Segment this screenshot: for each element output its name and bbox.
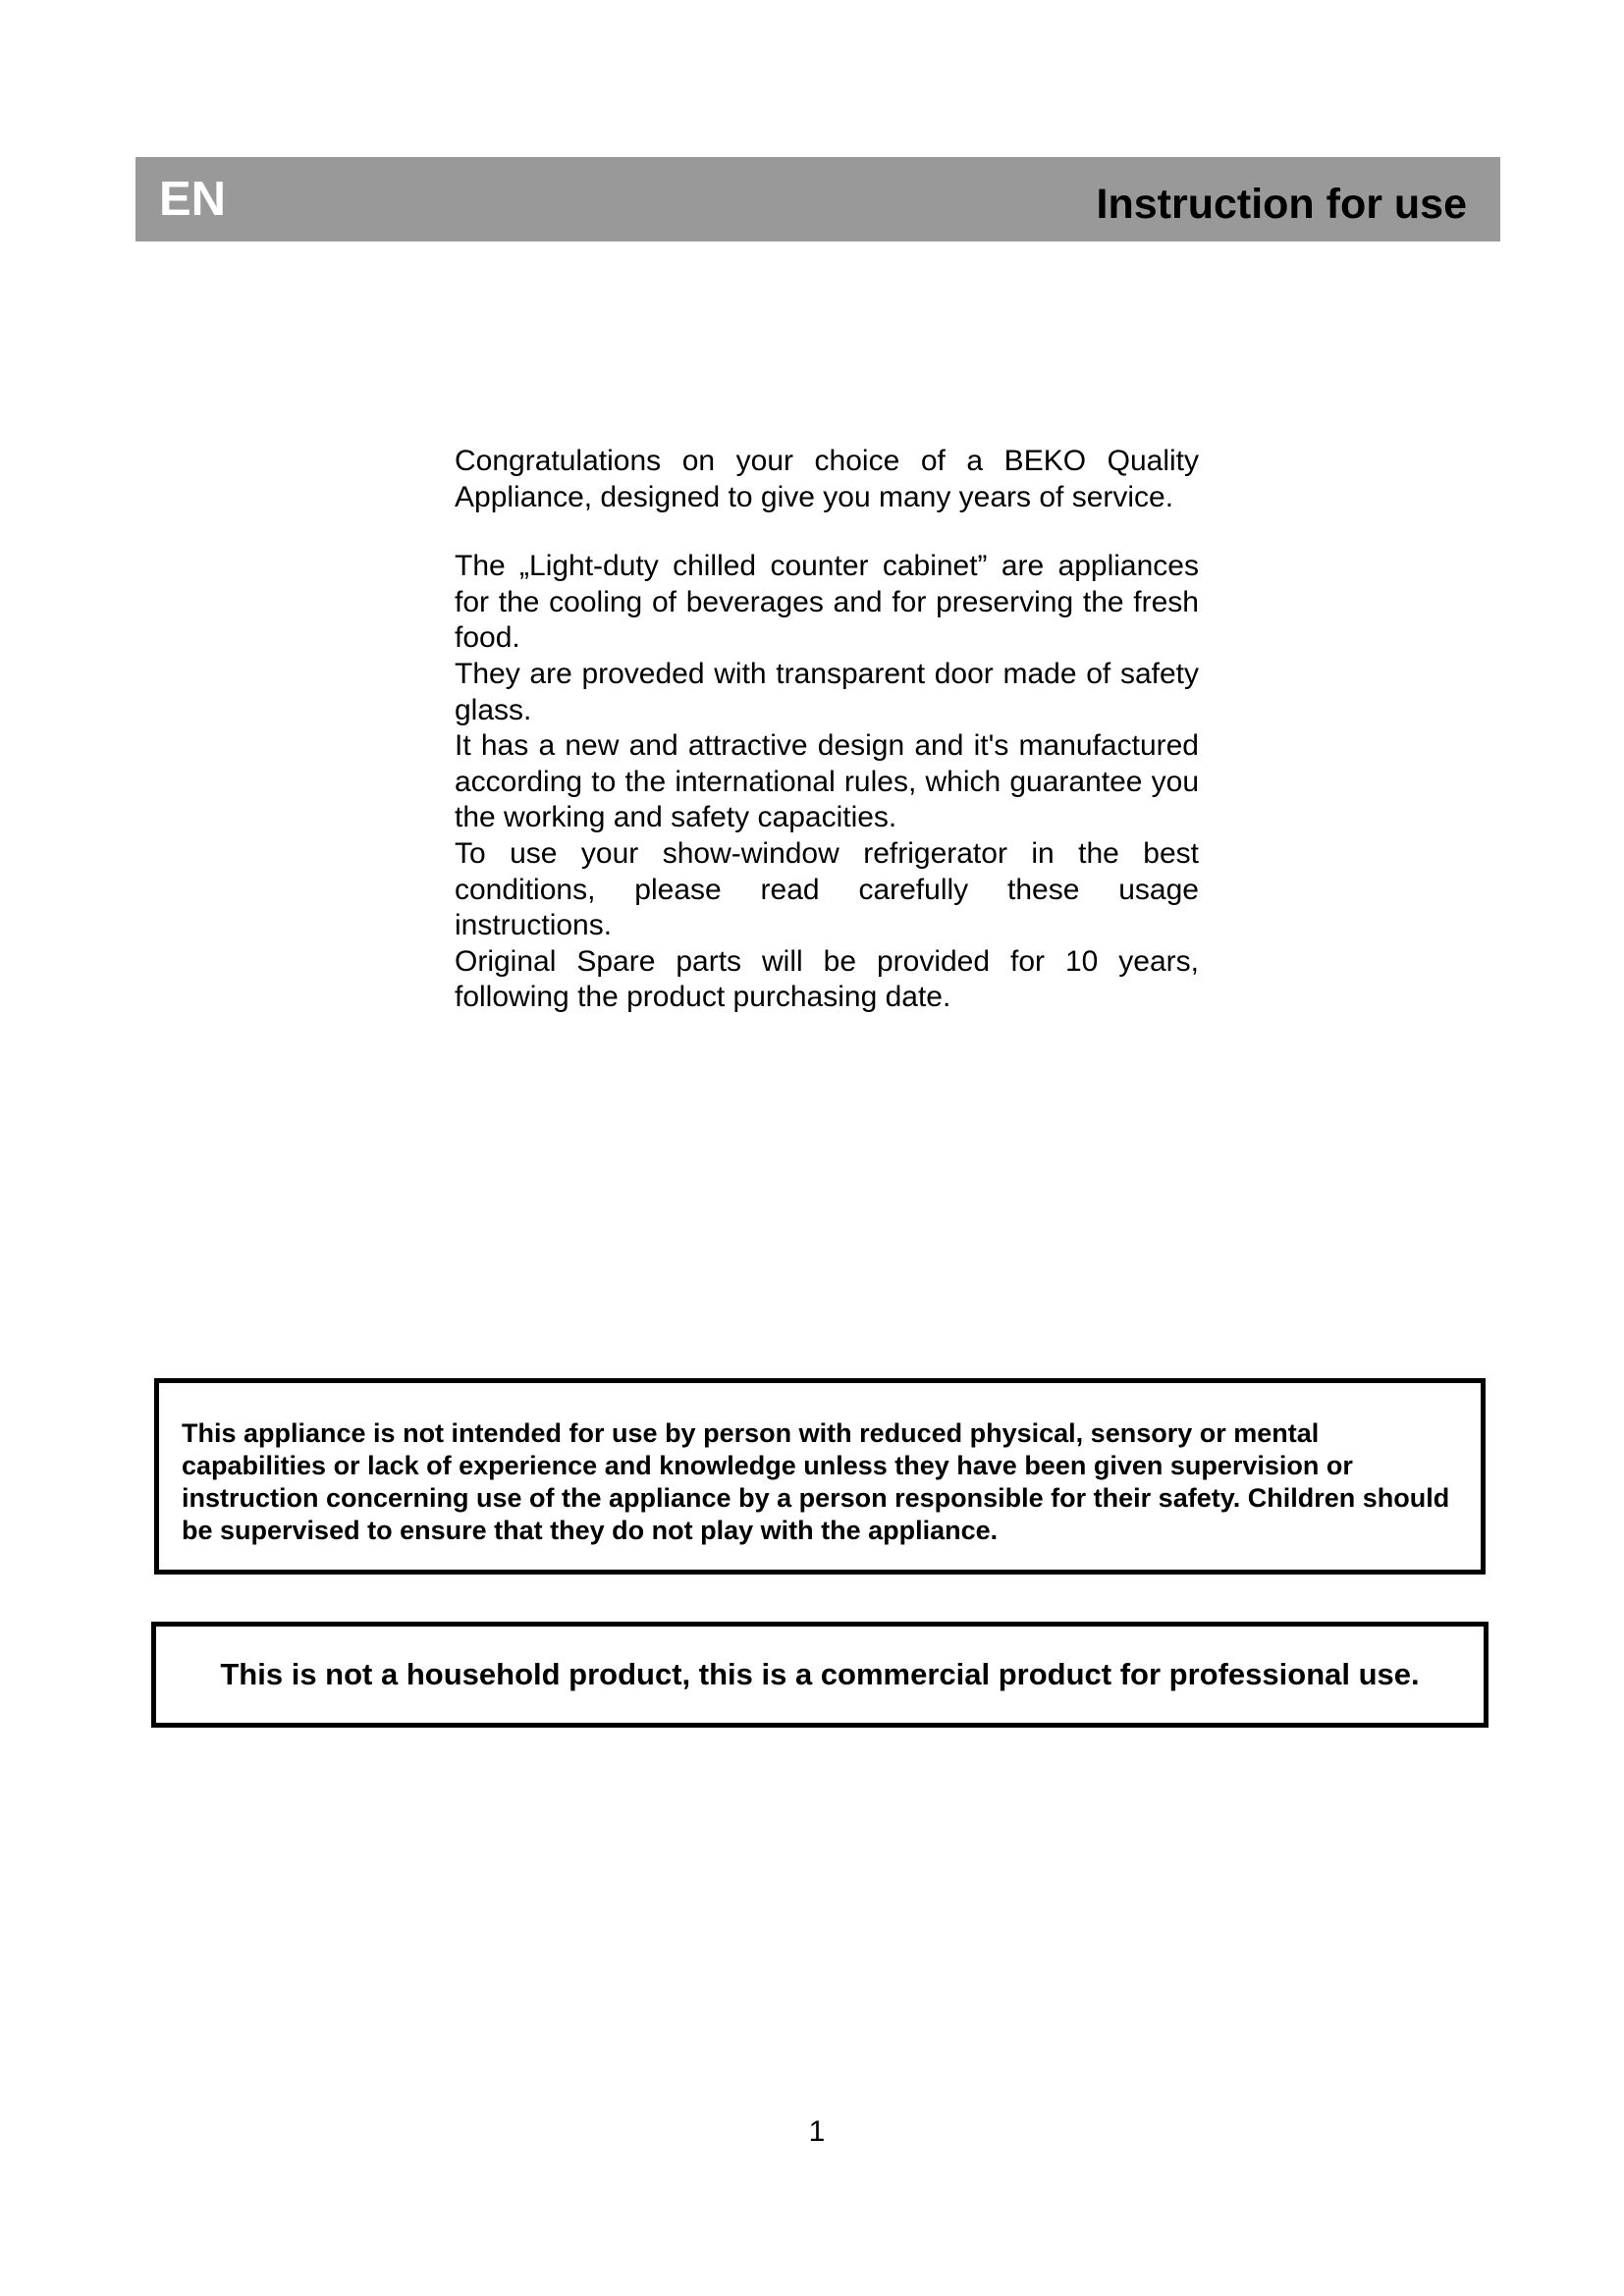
safety-warning-text: This appliance is not intended for use by person with reduced physical, sensory or mental capabilities or lack of experience and knowledge unless they have been given supervision or instruction concerning use of the appliance by a person responsible for their safety. Children should be supervised to ensure that they do not play with the appliance. [182, 1418, 1450, 1545]
design-paragraph: It has a new and attractive design and it's manufactured according to the international rules, which guarantee you the working and safety capacities. [455, 729, 1199, 834]
commercial-notice-text: This is not a household product, this is a commercial product for professional use. [220, 1657, 1420, 1691]
spare-parts-paragraph: Original Spare parts will be provided for 10 years, following the product purchasing date. [455, 944, 1199, 1014]
intro-section [455, 444, 1199, 1016]
page-title: Instruction for use [1096, 181, 1467, 228]
commercial-notice-box [151, 1622, 1489, 1728]
page-number: 1 [808, 2115, 826, 2148]
language-code: EN [159, 173, 227, 226]
congratulations-paragraph: Congratulations on your choice of a BEKO Quality Appliance, designed to give you many years of service. [455, 445, 1199, 513]
product-description-paragraph: The „Light-duty chilled counter cabinet” are appliances for the cooling of beverages and for preserving the fresh food. [455, 550, 1199, 655]
header-bar [135, 157, 1500, 241]
usage-paragraph: To use your show-window refrigerator in the best conditions, please read carefully these usage instructions. [455, 836, 1199, 942]
safety-warning-box [154, 1378, 1486, 1575]
door-paragraph: They are proveded with transparent door made of safety glass. [455, 657, 1199, 726]
